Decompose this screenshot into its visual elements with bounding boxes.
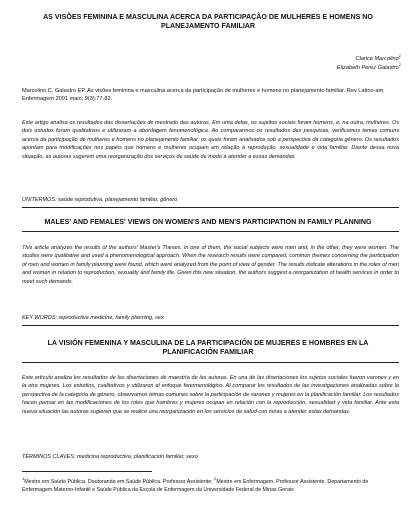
abstract-portuguese: Este artigo analisa os resultados das dissertações de mestrado das autoras. Em uma delas, os sujeitos sociais foram homens, e, na outra, mulheres. Os dois estudos foram qualitativos e utilizaram a abordagem fenomenológica. Ao compararmos os resultados das pesquisas, verificamos temas comuns acerca da participação de mulheres e homens no planejamento familiar, os quais foram analisados sob a perspectiva da categoria gênero. Os resultados apontam para modificações nos papéis que homens e mulheres ocupam em relação à reprodução, sexualidade e vida familiar. Diante dessa nova situação, as autoras sugerem uma reorganização dos serviços de saúde de modo a atender a essas demandas.	[22, 120, 399, 160]
author-1	[337, 55, 401, 64]
title-english: MALES' AND FEMALES' VIEWS ON WOMEN'S AND MEN'S PARTICIPATION IN FAMILY PLANNING	[44, 218, 372, 226]
author-list	[337, 55, 401, 73]
footnote-sup-1: 1	[22, 476, 25, 482]
divider	[22, 325, 399, 326]
abstract-english: This article analyzes the results of the authors' Master's Theses. In one of them, the social subjects were men and, in the other, they were women. The studies were qualitative and used a phenomenological approach. When the research results were compared, common themes concerning the participation of men and women in family planning were found, which were analyzed from the point of view of gender. The results indicate alterations in the roles of men and women in relation to reproduction, sexuality and family life. Given this new situation, the authors suggest a reorganization of health services in order to meet such demands.	[22, 245, 399, 285]
author-2	[337, 64, 401, 73]
author-2-name: Elizabeth Perez Galastro	[336, 65, 399, 71]
footnote-rule	[22, 471, 152, 472]
author-2-sup: 2	[398, 62, 401, 68]
divider	[22, 207, 399, 208]
author-1-sup: 1	[398, 53, 401, 59]
keywords-english: KEY WORDS: reproductive medicine, family planning, sex	[22, 315, 164, 321]
footnote	[22, 478, 399, 494]
author-1-name: Clarice Marcolino	[355, 56, 399, 62]
footnote-text-1: Mestre em Saúde Pública. Doutoranda em Saúde Pública. Professor Assistente;	[24, 479, 213, 485]
divider	[22, 362, 399, 363]
title-spanish: LA VISIÓN FEMENINA Y MASCULINA DE LA PARTICIPACIÓN DE MUJERES E HOMBRES EN LA PLANIFICACIÓN FAMILIAR	[47, 339, 369, 356]
divider	[22, 231, 399, 232]
title-portuguese: AS VISÕES FEMININA E MASCULINA ACERCA DA PARTICIPAÇÃO DE MULHERES E HOMENS NO PLANEJAMENTO FAMILIAR	[43, 13, 373, 30]
footnote-text-2: Mestre em Enfermagem. Professor Assistente. Departamento de Enfermagem Materno-Infantil e Saúde Pública da Escola de Enfermagem da Universidade Federal de Minas Gerais	[22, 479, 369, 493]
citation: Marcolino C, Galastro EP. As visões feminina e masculina acerca da participação de mulheres e homens no planejamento familiar. Rev Latino-am Enfermagem 2001 maio; 9(3):77-82.	[22, 88, 384, 102]
keywords-spanish: TÉRMINOS CLAVES: medicina reproductiva, planificación familiar, sexo	[22, 454, 198, 460]
footnote-sup-2: 2	[214, 476, 217, 482]
abstract-spanish: Este artículo analiza los resultados de las disertaciones de maestría de las autoras. En una de las disertaciones los sujetos sociales fueron varones y en la otra mujeres. Los estudios, cualitativos y utilizaron el enfoque fenomenológico. Al comparar los resultados de las investigaciones analizadas sobre la perspectiva de la categoría de género, observamos temas comunes sobre la participación de varones y mujeres en la planificación familiar. Los resultados hacen pensar en las modificaciones de los roles que hombres y mujeres ocupan en relación con la reproducción, sexualidad y vida familiar. Ante esta nueva situación las autoras sugieren que se realice una reorganización en los servicios de salud con miras a atender estas demandas.	[22, 375, 399, 415]
keywords-portuguese: UNITERMOS: saúde reprodutiva, planejamento familiar, gênero	[22, 197, 178, 203]
